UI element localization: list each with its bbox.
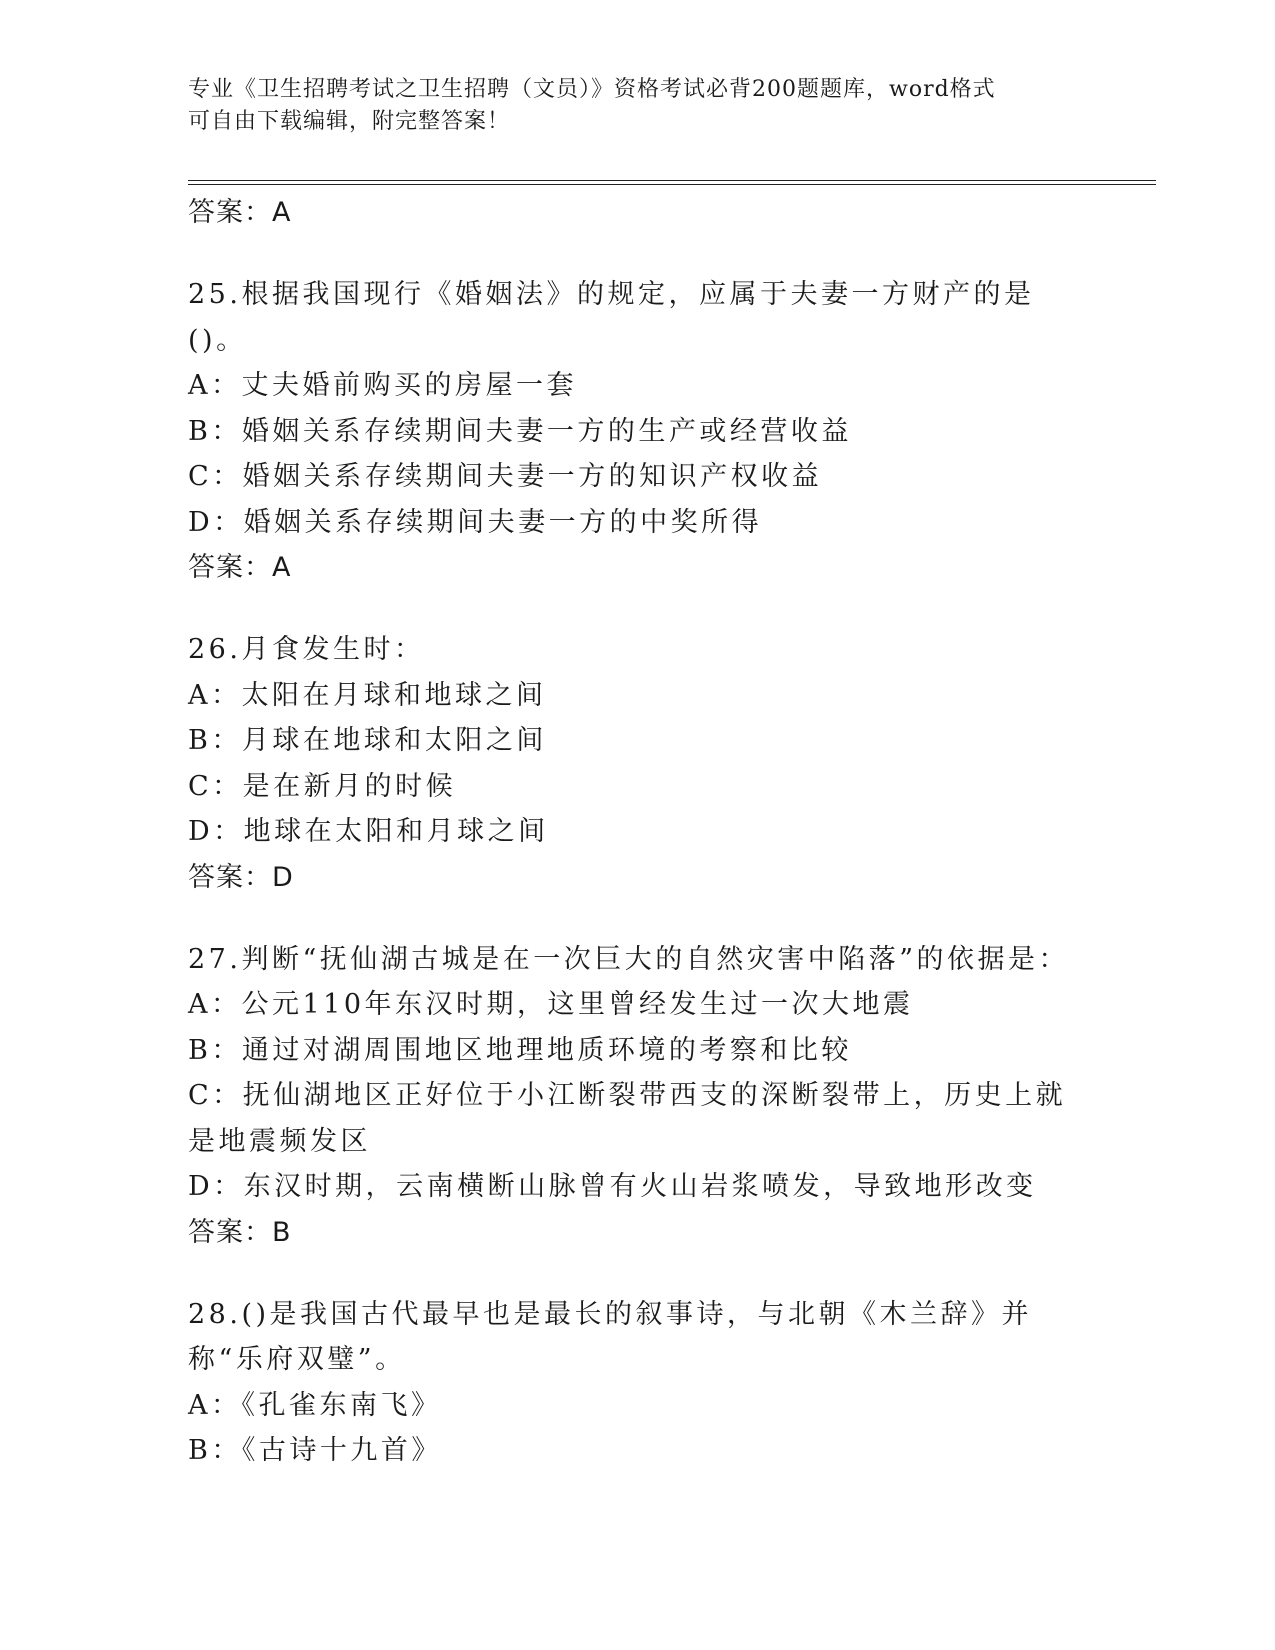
option-c: C：婚姻关系存续期间夫妻一方的知识产权收益 <box>188 461 823 492</box>
option-a: A：太阳在月球和地球之间 <box>188 679 547 711</box>
header-rule-bottom <box>188 184 1156 185</box>
question-27 <box>188 937 1088 1256</box>
option-b: B：婚姻关系存续期间夫妻一方的生产或经营收益 <box>188 415 852 447</box>
option-a: A：丈夫婚前购买的房屋一套 <box>188 370 577 401</box>
question-text: 27.判断“抚仙湖古城是在一次巨大的自然灾害中陷落”的依据是： <box>188 943 1070 975</box>
option-b: B：通过对湖周围地区地理地质环境的考察和比较 <box>188 1034 852 1066</box>
option-c: C：抚仙湖地区正好位于小江断裂带西支的深断裂带上，历史上就是地震频发区 <box>188 1080 1067 1157</box>
header-rule-top <box>188 180 1156 181</box>
question-text: 25.根据我国现行《婚姻法》的规定，应属于夫妻一方财产的是()。 <box>188 279 1035 356</box>
header-line-2: 可自由下载编辑，附完整答案！ <box>188 109 511 134</box>
option-b: B：月球在地球和太阳之间 <box>188 725 547 756</box>
answer-line: 答案：A <box>188 197 292 228</box>
question-text: 26.月食发生时： <box>188 634 425 665</box>
option-a: A：《孔雀东南飞》 <box>188 1389 442 1421</box>
question-list <box>188 190 1088 1474</box>
option-c: C：是在新月的时候 <box>188 770 457 802</box>
option-d: D：婚姻关系存续期间夫妻一方的中奖所得 <box>188 506 763 538</box>
question-28 <box>188 1292 1088 1474</box>
option-d: D：东汉时期，云南横断山脉曾有火山岩浆喷发，导致地形改变 <box>188 1171 1037 1202</box>
option-b: B：《古诗十九首》 <box>188 1435 442 1466</box>
option-a: A：公元110年东汉时期，这里曾经发生过一次大地震 <box>188 989 914 1020</box>
answer-line: 答案：B <box>188 1216 292 1248</box>
answer-line: 答案：D <box>188 861 294 893</box>
question-26 <box>188 627 1088 901</box>
question-25 <box>188 272 1088 591</box>
option-d: D：地球在太阳和月球之间 <box>188 816 549 847</box>
answer-line: 答案：A <box>188 552 292 583</box>
document-header <box>188 74 1068 138</box>
question-text: 28.()是我国古代最早也是最长的叙事诗，与北朝《木兰辞》并称“乐府双璧”。 <box>188 1298 1033 1375</box>
header-line-1: 专业《卫生招聘考试之卫生招聘（文员）》资格考试必背200题题库，word格式 <box>188 77 996 102</box>
